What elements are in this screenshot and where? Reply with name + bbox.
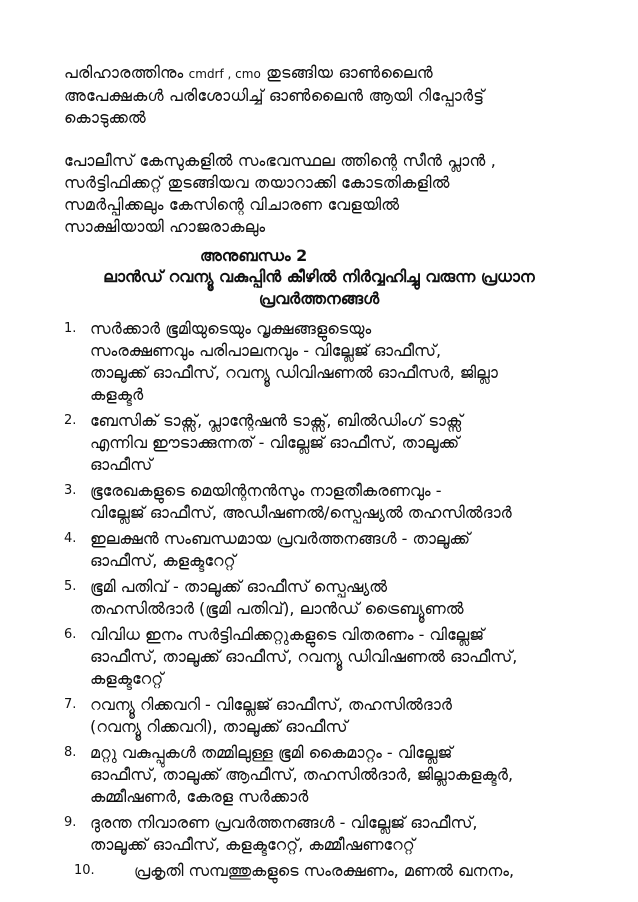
annex-number-heading: അനുബന്ധം 2 [200, 246, 308, 265]
list-item [64, 624, 604, 690]
list-item [64, 742, 604, 808]
paragraph-line: സർട്ടിഫിക്കറ്റ് തുടങ്ങിയവ തയാറാക്കി കോടതികളിൽ [64, 173, 450, 192]
list-item-text-line: ഓഫീസ്, കളക്ടറേറ്റ് [90, 551, 236, 570]
list-item-text-line: താലൂക്ക് ഓഫീസ്, കളക്ടറേറ്റ്, കമ്മീഷണറേറ്റ് [90, 835, 415, 854]
list-item-number: 8. [64, 745, 77, 760]
list-item [64, 860, 604, 882]
list-item-text-line: ഭൂമി പതിവ് - താലൂക്ക് ഓഫീസ് സ്പെഷ്യൽ [90, 577, 388, 596]
list-item-text-line: ഓഫീസ്, താലൂക്ക് ഓഫീസ്, റവന്യൂ ഡിവിഷണൽ ഓഫീസ്, [90, 647, 518, 666]
list-item-text-line: തഹസിൽദാർ (ഭൂമി പതിവ്), ലാൻഡ് ട്രൈബ്യൂണൽ [90, 599, 464, 618]
paragraph-line: അപേക്ഷകൾ പരിശോധിച്ച് ഓൺലൈൻ ആയി റിപ്പോർട്ട് [64, 86, 485, 105]
paragraph-online-applications [64, 62, 584, 129]
list-item-text-line: (റവന്യൂ റിക്കവറി), താലൂക്ക് ഓഫീസ് [90, 717, 348, 736]
list-item-text-line: സർക്കാർ ഭൂമിയുടെയും വൃക്ഷങ്ങളുടെയും [90, 319, 372, 338]
list-item-number: 3. [64, 483, 77, 498]
list-item-text-line: മറ്റു വകുപ്പുകൾ തമ്മിലുള്ള ഭൂമി കൈമാറ്റം - വില്ലേജ് [90, 743, 453, 762]
list-item-number: 9. [64, 815, 77, 830]
list-item [64, 694, 604, 738]
list-item-number: 5. [64, 579, 77, 594]
list-item-number: 10. [74, 863, 95, 878]
list-item-text-line: വിവിധ ഇനം സർട്ടിഫിക്കറ്റുകളുടെ വിതരണം - വില്ലേജ് [90, 625, 485, 644]
list-item-text-line: റവന്യൂ റിക്കവറി - വില്ലേജ് ഓഫീസ്, തഹസിൽദാർ [90, 695, 452, 714]
paragraph-line: കൊടുക്കൽ [64, 108, 146, 127]
list-item-text-line: വില്ലേജ് ഓഫീസ്, അഡീഷണൽ/സ്പെഷ്യൽ തഹസിൽദാർ [90, 503, 512, 522]
annex-title-line: പ്രവർത്തനങ്ങൾ [258, 289, 380, 308]
annex-title-heading [30, 266, 608, 310]
text-segment: തുടങ്ങിയ ഓൺലൈൻ [260, 63, 433, 82]
list-item-text-line: എന്നിവ ഈടാക്കുന്നത് - വില്ലേജ് ഓഫീസ്, താലൂക്ക് [90, 433, 460, 452]
text-segment: പരിഹാരത്തിനും [64, 63, 189, 82]
list-item-text-line: സംരക്ഷണവും പരിപാലനവും - വില്ലേജ് ഓഫീസ്, [90, 341, 442, 360]
paragraph-line [64, 62, 584, 85]
list-item-text-line: പ്രകൃതി സമ്പത്തുകളുടെ സംരക്ഷണം, മണൽ ഖനനം, [134, 861, 515, 880]
list-item-number: 2. [64, 413, 77, 428]
list-item-text-line: കളക്ടർ [90, 385, 144, 404]
list-item-text-line: കളക്ടറേറ്റ് [90, 669, 164, 688]
functions-list [64, 318, 604, 886]
list-item-number: 6. [64, 627, 77, 642]
cmdrf-cmo-text: cmdrf , cmo [188, 67, 261, 81]
list-item [64, 576, 604, 620]
paragraph-line: സാക്ഷിയായി ഹാജരാകലും [64, 217, 266, 236]
list-item [64, 528, 604, 572]
list-item-text-line: ഭൂരേഖകളുടെ മെയിന്റനൻസും നാളതീകരണവും - [90, 481, 442, 500]
list-item-number: 7. [64, 697, 77, 712]
list-item-text-line: ദുരന്ത നിവാരണ പ്രവർത്തനങ്ങൾ - വില്ലേജ് ഓഫീസ്, [90, 813, 478, 832]
list-item-number: 1. [64, 321, 77, 336]
list-item-text-line: താലൂക്ക് ഓഫീസ്, റവന്യൂ ഡിവിഷണൽ ഓഫീസർ, ജില്ലാ [90, 363, 498, 382]
list-item-text-line: ഇലക്ഷൻ സംബന്ധമായ പ്രവർത്തനങ്ങൾ - താലൂക്ക് [90, 529, 471, 548]
list-item [64, 812, 604, 856]
list-item-text-line: ഓഫീസ് [90, 455, 153, 474]
list-item [64, 318, 604, 406]
list-item-number: 4. [64, 531, 77, 546]
paragraph-police-cases [64, 150, 584, 238]
paragraph-line: പോലീസ് കേസുകളിൽ സംഭവസ്ഥല ത്തിന്റെ സീൻ പ്ലാൻ , [64, 151, 497, 170]
list-item [64, 410, 604, 476]
annex-title-line: ലാൻഡ് റവന്യൂ വകുപ്പിൻ കീഴിൽ നിർവ്വഹിച്ചു വരുന്ന പ്രധാന [103, 267, 535, 286]
list-item-text-line: ഓഫീസ്, താലൂക്ക് ആഫീസ്, തഹസിൽദാർ, ജില്ലാകളക്ടർ, [90, 765, 514, 784]
list-item [64, 480, 604, 524]
list-item-text-line: കമ്മീഷണർ, കേരള സർക്കാർ [90, 787, 309, 806]
paragraph-line: സമർപ്പിക്കലും കേസിന്റെ വിചാരണ വേളയിൽ [64, 195, 400, 214]
list-item-text-line: ബേസിക് ടാക്സ്, പ്ലാന്റേഷൻ ടാക്സ്, ബിൽഡിംഗ് ടാക്സ് [90, 411, 463, 430]
